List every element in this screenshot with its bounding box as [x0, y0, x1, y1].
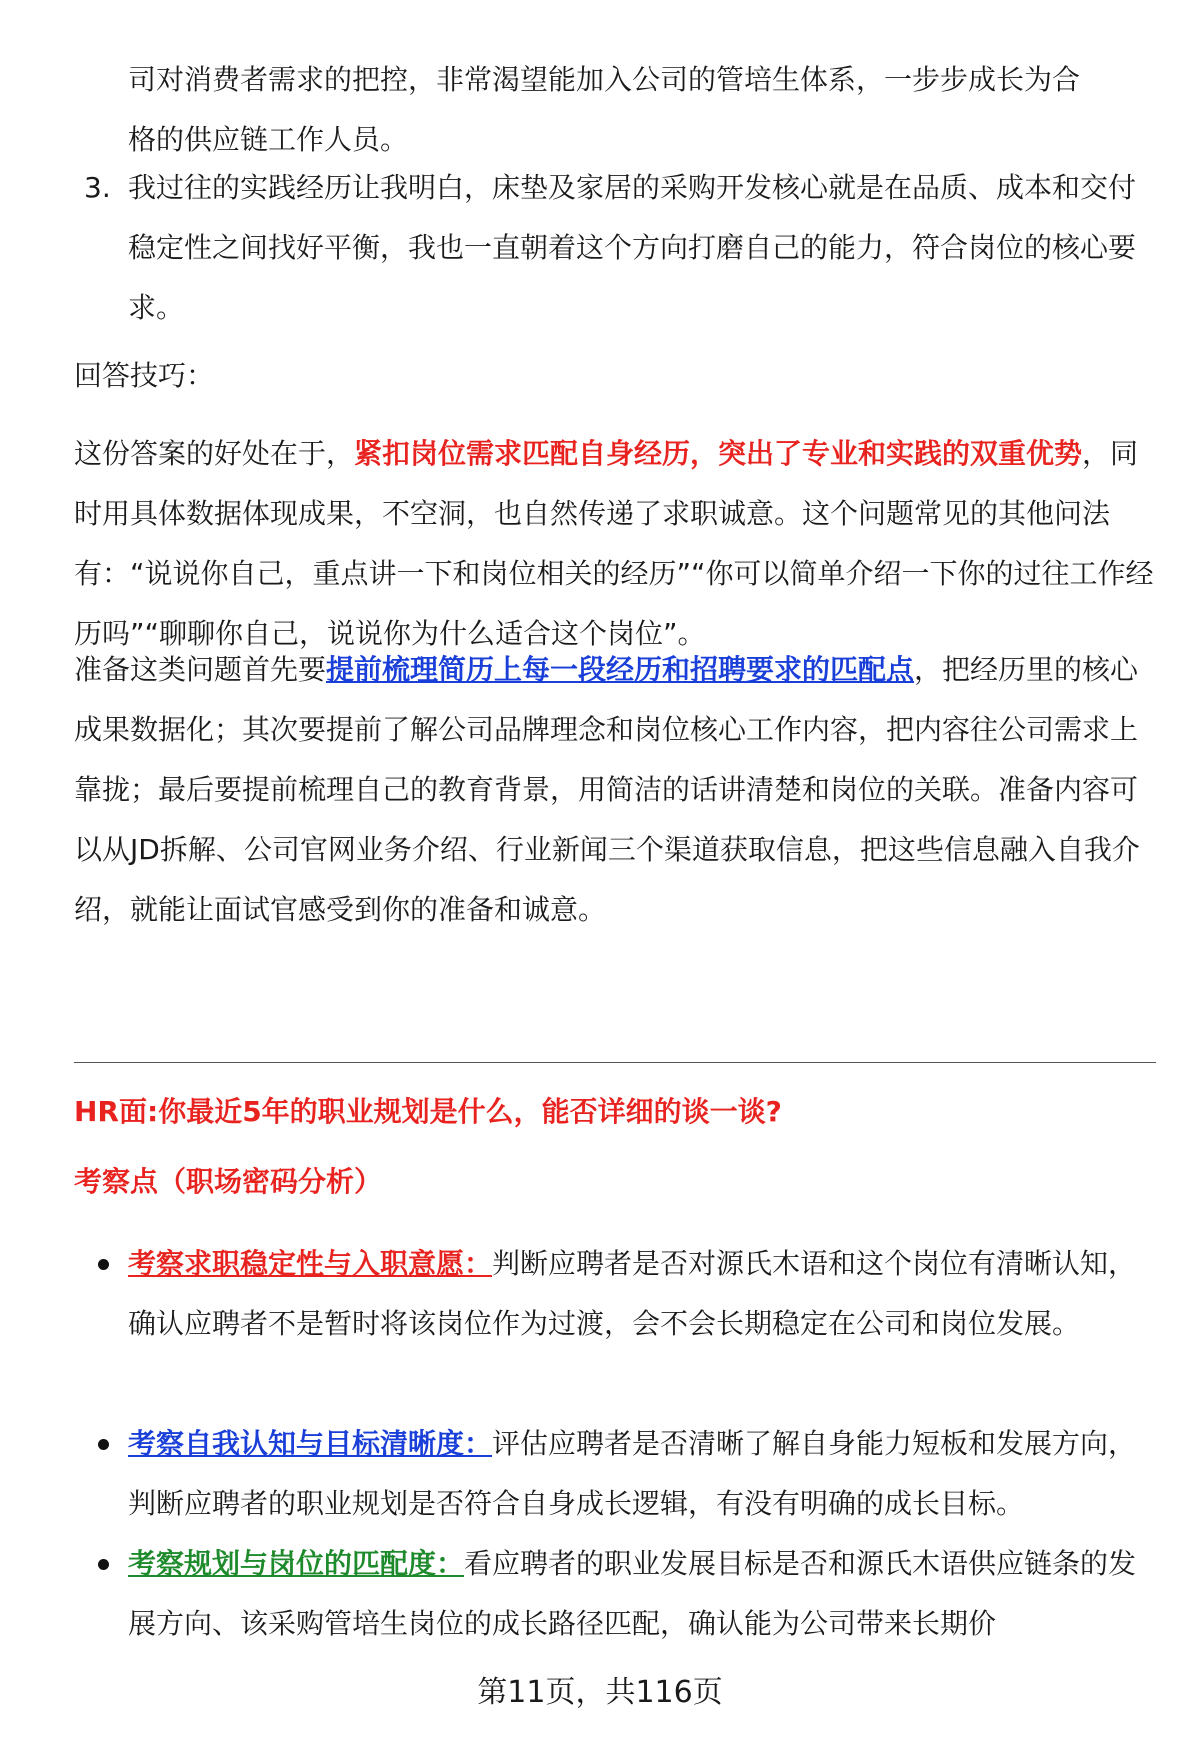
tips-p2-after: ，把经历里的核心成果数据化；其次要提前了解公司品牌理念和岗位核心工作内容，把内容往公司需求上靠拢；最后要提前梳理自己的教育背景，用简洁的话讲清楚和岗位的关联。准备内容可以从JD拆解、公司官网业务介绍、行业新闻三个渠道获取信息，把这些信息融入自我介绍，就能让面试官感受到你的准备和诚意。 [74, 653, 1140, 926]
bullet-dot-1 [98, 1259, 109, 1270]
point-1-text: 判断应聘者是否对源氏木语和这个岗位有清晰认知，确认应聘者不是暂时将该岗位作为过渡，会不会长期稳定在公司和岗位发展。 [128, 1247, 1137, 1340]
bullet-dot-2 [98, 1439, 109, 1450]
point-2-label: 考察自我认知与目标清晰度： [128, 1427, 493, 1460]
bullet-dot-3 [98, 1559, 109, 1570]
tips-paragraph-2 [74, 640, 1154, 940]
point-item-2 [128, 1414, 1158, 1534]
question-subtitle: 考察点（职场密码分析） [74, 1165, 383, 1198]
item2-continuation [128, 50, 1158, 170]
point-item-1 [128, 1234, 1158, 1354]
tips-label: 回答技巧： [74, 359, 215, 392]
tips-p1-before: 这份答案的好处在于， [74, 437, 355, 470]
tips-paragraph-1 [74, 424, 1154, 664]
tips-p2-highlight: 提前梳理简历上每一段经历和招聘要求的匹配点 [326, 653, 915, 686]
question-title: HR面:你最近5年的职业规划是什么，能否详细的谈一谈? [74, 1095, 782, 1128]
point-item-3 [128, 1534, 1158, 1654]
list-item-3: 我过往的实践经历让我明白，床垫及家居的采购开发核心就是在品质、成本和交付稳定性之间找好平衡，我也一直朝着这个方向打磨自己的能力，符合岗位的核心要求。 [128, 171, 1137, 324]
point-3-text: 看应聘者的职业发展目标是否和源氏木语供应链条的发展方向、该采购管培生岗位的成长路径匹配，确认能为公司带来长期价 [128, 1547, 1137, 1640]
tips-p1-after: ，同时用具体数据体现成果，不空洞，也自然传递了求职诚意。这个问题常见的其他问法有：“说说你自己，重点讲一下和岗位相关的经历”“你可以简单介绍一下你的过往工作经历吗”“聊聊你自己，说说你为什么适合这个岗位”。 [74, 437, 1154, 650]
page-footer: 第11页，共116页 [477, 1675, 723, 1710]
list-number-3: 3. [84, 171, 111, 204]
point-2-text: 评估应聘者是否清晰了解自身能力短板和发展方向，判断应聘者的职业规划是否符合自身成长逻辑，有没有明确的成长目标。 [128, 1427, 1137, 1520]
item2-line1: 司对消费者需求的把控，非常渴望能加入公司的管培生体系，一步步成长为合 [128, 63, 1081, 96]
tips-p1-highlight: 紧扣岗位需求匹配自身经历，突出了专业和实践的双重优势 [354, 437, 1083, 470]
item2-line2: 格的供应链工作人员。 [128, 123, 409, 156]
tips-p2-before: 准备这类问题首先要 [74, 653, 327, 686]
section-divider [74, 1062, 1156, 1063]
point-1-label: 考察求职稳定性与入职意愿： [128, 1247, 493, 1280]
point-3-label: 考察规划与岗位的匹配度： [128, 1547, 465, 1580]
